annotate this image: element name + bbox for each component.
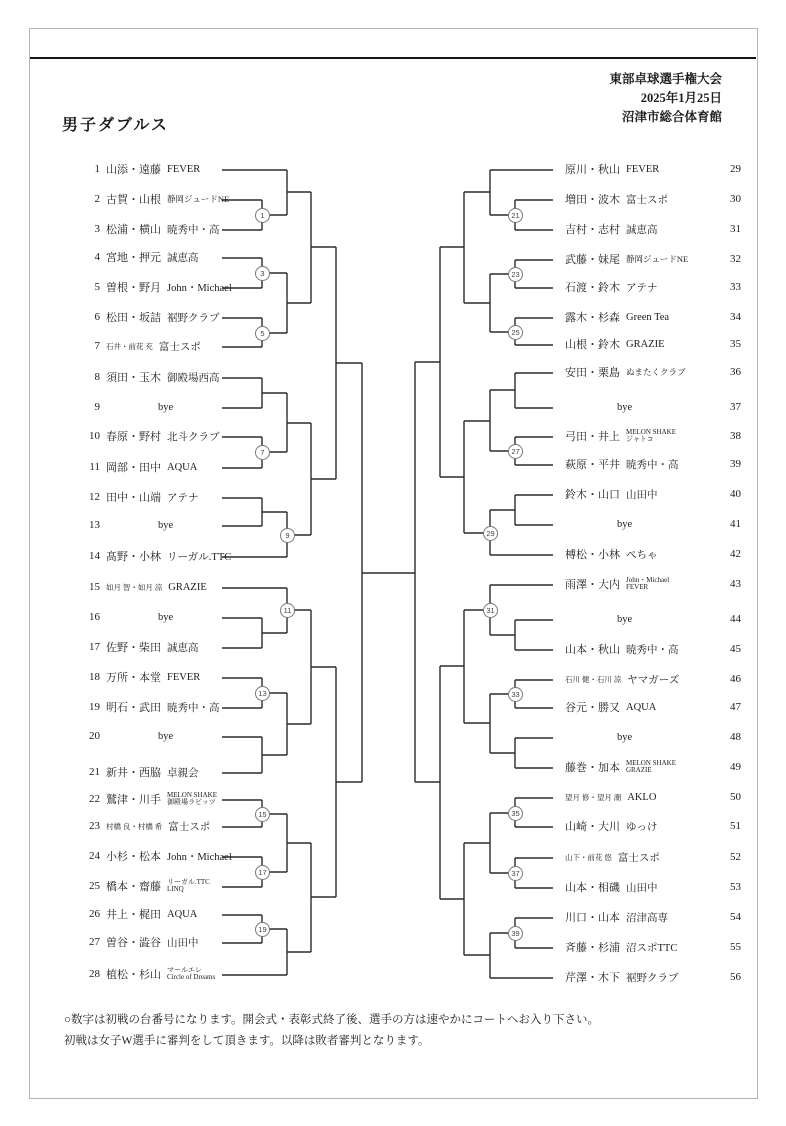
entry-row-15 [60,576,218,598]
seed-number: 20 [89,730,100,742]
seed-number: 54 [730,911,741,923]
seed-number: 27 [89,936,100,948]
entry-row-41 [559,513,741,535]
seed-number: 7 [94,340,100,352]
club-name: Green Tea [626,311,670,323]
event-venue: 沼津市総合体育館 [621,110,722,124]
team-names: 山添・遠藤 [106,164,161,176]
match-table-number: 17 [255,865,270,880]
bye-label: bye [617,731,633,743]
club-name: AQUA [626,701,657,713]
team-names: 藤巻・加本 [565,762,620,774]
seed-number: 30 [730,193,741,205]
club-name: AQUA [167,461,198,473]
entry-row-1 [60,158,218,180]
club-name: 富士スポ [168,821,211,833]
entry-row-40 [559,483,741,505]
entry-row-51 [559,815,741,837]
match-table-number: 31 [483,603,498,618]
seed-number: 19 [89,701,100,713]
club-name: アテナ [167,492,199,504]
club-name: MELON SHAKE GRAZIE [626,758,676,774]
team-names: 橋本・齋藤 [106,881,161,893]
seed-number: 56 [730,971,741,983]
club-name: リーガル.TTC LINQ [167,877,210,893]
seed-number: 49 [730,761,741,773]
club-name: 暁秀中・高 [626,459,679,471]
team-names: 如月 智・如月 涼 [106,582,163,592]
match-table-number: 13 [255,686,270,701]
club-name: 富士スポ [626,194,668,206]
entry-row-56 [559,966,741,988]
match-table-number: 25 [508,325,523,340]
team-names: 松田・坂詰 [106,312,161,324]
team-names: 佐野・柴田 [106,642,161,654]
club-name: MELON SHAKE ジャトコ [626,427,676,443]
entry-row-54 [559,906,741,928]
team-names: 田中・山端 [106,492,161,504]
match-table-number: 33 [508,687,523,702]
club-name: 暁秀中・高 [167,702,220,714]
team-names: 弓田・井上 [565,431,620,443]
club-name: アテナ [626,282,658,294]
entry-row-26 [60,903,218,925]
match-table-number: 11 [280,603,295,618]
bye-label: bye [158,730,174,742]
club-name: AQUA [167,908,198,920]
seed-number: 47 [730,701,741,713]
match-table-number: 5 [255,326,270,341]
seed-number: 53 [730,881,741,893]
seed-number: 6 [94,311,100,323]
team-names: 石川 健・石川 涼 [565,674,622,684]
seed-number: 32 [730,253,741,265]
club-name: 沼スポTTC [626,942,678,954]
entry-row-30 [559,188,741,210]
club-name: リーガル.TTC [167,551,232,563]
seed-number: 39 [730,458,741,470]
team-names: 曽根・野月 [106,282,161,294]
team-names: 露木・杉森 [565,312,620,324]
team-names: 斉藤・杉浦 [565,942,620,954]
footer-line-2: 初戦は女子W選手に審判をして頂きます。以降は敗者審判となります。 [64,1035,430,1047]
seed-number: 16 [89,611,100,623]
entry-row-8 [60,366,218,388]
entry-row-25 [60,875,218,897]
club-name: ゆっけ [626,821,658,833]
seed-number: 10 [89,430,100,442]
team-names: 山崎・大川 [565,821,620,833]
entry-row-21 [60,761,218,783]
entry-row-11 [60,456,218,478]
club-name: 御殿場西高 [167,372,220,384]
team-names: 植松・杉山 [106,969,161,981]
team-names: 新井・西脇 [106,767,161,779]
entry-row-2 [60,188,230,210]
footer-notes [64,1010,599,1052]
team-names: 春原・野村 [106,431,161,443]
event-name: 東部卓球選手権大会 [609,72,722,86]
entry-row-34 [559,306,741,328]
team-names: 明石・武田 [106,702,161,714]
seed-number: 45 [730,643,741,655]
entry-row-22 [60,788,218,810]
seed-number: 31 [730,223,741,235]
seed-number: 38 [730,430,741,442]
seed-number: 55 [730,941,741,953]
bye-label: bye [617,401,633,413]
seed-number: 52 [730,851,741,863]
entry-row-36 [559,361,741,383]
team-names: 榑松・小林 [565,549,620,561]
entry-row-19 [60,696,218,718]
seed-number: 2 [94,193,100,205]
club-name: ぬまたくクラブ [626,367,686,377]
match-table-number: 3 [255,266,270,281]
seed-number: 17 [89,641,100,653]
team-names: 古賀・山根 [106,194,161,206]
footer-line-1: ○数字は初戦の台番号になります。開会式・表彰式終了後、選手の方は速やかにコートへお入り下さい。 [64,1014,600,1026]
team-names: 山根・鈴木 [565,339,620,351]
entry-row-48 [559,726,741,748]
seed-number: 50 [730,791,741,803]
entry-row-52 [559,846,741,868]
club-name: 沼津高専 [626,912,668,924]
entry-row-33 [559,276,741,298]
team-names: 須田・玉木 [106,372,161,384]
bye-label: bye [158,401,174,413]
team-names: 井上・梶田 [106,909,161,921]
entry-row-3 [60,218,218,240]
team-names: 石井・前花 充 [106,341,153,351]
entry-row-29 [559,158,741,180]
entry-row-6 [60,306,218,328]
entry-row-55 [559,936,741,958]
match-table-number: 35 [508,806,523,821]
seed-number: 22 [89,793,100,805]
seed-number: 44 [730,613,741,625]
club-name: FEVER [167,671,201,683]
seed-number: 1 [94,163,100,175]
club-name: John・Michael [167,282,232,294]
club-name: 静岡ジュードNE [167,194,230,204]
club-name: 富士スポ [158,341,201,353]
match-table-number: 27 [508,444,523,459]
entry-row-46 [559,668,741,690]
club-name: 裾野クラブ [167,312,220,324]
seed-number: 42 [730,548,741,560]
seed-number: 24 [89,850,100,862]
entry-row-4 [60,246,218,268]
entry-row-37 [559,396,741,418]
club-name: 富士スポ [617,852,660,864]
team-names: 岡部・田中 [106,462,161,474]
entry-row-32 [559,248,741,270]
seed-number: 48 [730,731,741,743]
club-name: John・Michael FEVER [626,575,670,591]
match-table-number: 39 [508,926,523,941]
seed-number: 36 [730,366,741,378]
entry-row-31 [559,218,741,240]
entry-row-16 [60,606,218,628]
team-names: 川口・山本 [565,912,620,924]
club-name: 裾野クラブ [626,972,679,984]
seed-number: 43 [730,578,741,590]
match-table-number: 37 [508,866,523,881]
team-names: 曽谷・澁谷 [106,937,161,949]
seed-number: 41 [730,518,741,530]
bye-label: bye [617,613,633,625]
entry-row-13 [60,514,218,536]
team-names: 宮地・押元 [106,252,161,264]
club-name: 暁秀中・高 [167,224,220,236]
entry-row-38 [559,425,741,447]
club-name: 山田中 [626,882,658,894]
seed-number: 28 [89,968,100,980]
entry-row-43 [559,573,741,595]
seed-number: 13 [89,519,100,531]
club-name: John・Michael [167,851,232,863]
seed-number: 40 [730,488,741,500]
seed-number: 33 [730,281,741,293]
entry-row-20 [60,725,218,747]
entry-row-50 [559,786,741,808]
match-table-number: 29 [483,526,498,541]
match-table-number: 19 [255,922,270,937]
entry-row-18 [60,666,218,688]
team-names: 雨澤・大内 [565,579,620,591]
entry-row-28 [60,963,218,985]
seed-number: 51 [730,820,741,832]
seed-number: 4 [94,251,100,263]
seed-number: 5 [94,281,100,293]
team-names: 安田・栗島 [565,367,620,379]
club-name: ヤマガーズ [627,674,680,686]
seed-number: 12 [89,491,100,503]
team-names: 山本・秋山 [565,644,620,656]
seed-number: 37 [730,401,741,413]
match-table-number: 7 [255,445,270,460]
team-names: 鈴木・山口 [565,489,620,501]
team-names: 原川・秋山 [565,164,620,176]
team-names: 吉村・志村 [565,224,620,236]
entry-row-42 [559,543,741,565]
club-name: GRAZIE [168,581,207,593]
seed-number: 8 [94,371,100,383]
entry-row-10 [60,425,218,447]
entry-row-23 [60,815,218,837]
seed-number: 9 [94,401,100,413]
club-name: ぺちゃ [626,549,658,561]
club-name: AKLO [627,791,657,803]
club-name: 山田中 [167,937,199,949]
seed-number: 3 [94,223,100,235]
entry-row-17 [60,636,218,658]
club-name: 暁秀中・高 [626,644,679,656]
club-name: マールエレ Circle of Dreams [167,965,216,981]
seed-number: 18 [89,671,100,683]
team-names: 増田・波木 [565,194,620,206]
club-name: MELON SHAKE 御殿場ラビッツ [167,790,217,806]
team-names: 鷲津・川手 [106,794,161,806]
seed-number: 23 [89,820,100,832]
entry-row-49 [559,756,741,778]
team-names: 万所・本堂 [106,672,161,684]
entry-row-12 [60,486,218,508]
team-names: 石渡・鈴木 [565,282,620,294]
seed-number: 29 [730,163,741,175]
entry-row-7 [60,335,218,357]
club-name: 卓親会 [167,767,199,779]
team-names: 小杉・松本 [106,851,161,863]
team-names: 武藤・妹尾 [565,254,620,266]
seed-number: 35 [730,338,741,350]
seed-number: 21 [89,766,100,778]
team-names: 山本・相磯 [565,882,620,894]
entry-row-5 [60,276,232,298]
match-table-number: 1 [255,208,270,223]
entry-row-24 [60,845,232,867]
entry-row-44 [559,608,741,630]
team-names: 山下・前花 悠 [565,852,612,862]
club-name: GRAZIE [626,338,665,350]
match-table-number: 15 [255,807,270,822]
club-name: 誠恵高 [167,642,199,654]
club-name: 北斗クラブ [167,431,220,443]
club-name: 誠恵高 [626,224,658,236]
team-names: 村橋 良・村橋 希 [106,821,163,831]
team-names: 萩原・平井 [565,459,620,471]
team-names: 望月 修・望月 潮 [565,792,622,802]
club-name: FEVER [167,163,201,175]
match-table-number: 23 [508,267,523,282]
seed-number: 34 [730,311,741,323]
seed-number: 14 [89,550,100,562]
page-title: 男子ダブルス [62,117,169,134]
entry-row-14 [60,545,232,567]
entry-row-35 [559,333,741,355]
entry-row-47 [559,696,741,718]
seed-number: 25 [89,880,100,892]
club-name: 誠恵高 [167,252,199,264]
entry-row-45 [559,638,741,660]
club-name: 静岡ジュードNE [626,254,689,264]
seed-number: 26 [89,908,100,920]
bye-label: bye [158,611,174,623]
match-table-number: 9 [280,528,295,543]
team-names: 松浦・横山 [106,224,161,236]
seed-number: 11 [89,461,100,473]
seed-number: 15 [89,581,100,593]
bye-label: bye [617,518,633,530]
bye-label: bye [158,519,174,531]
entry-row-53 [559,876,741,898]
team-names: 芹澤・木下 [565,972,620,984]
match-table-number: 21 [508,208,523,223]
entry-row-39 [559,453,741,475]
club-name: FEVER [626,163,660,175]
seed-number: 46 [730,673,741,685]
team-names: 谷元・勝又 [565,702,620,714]
club-name: 山田中 [626,489,658,501]
entry-row-27 [60,931,218,953]
event-date: 2025年1月25日 [640,91,722,105]
team-names: 髙野・小林 [106,551,161,563]
entry-row-9 [60,396,218,418]
